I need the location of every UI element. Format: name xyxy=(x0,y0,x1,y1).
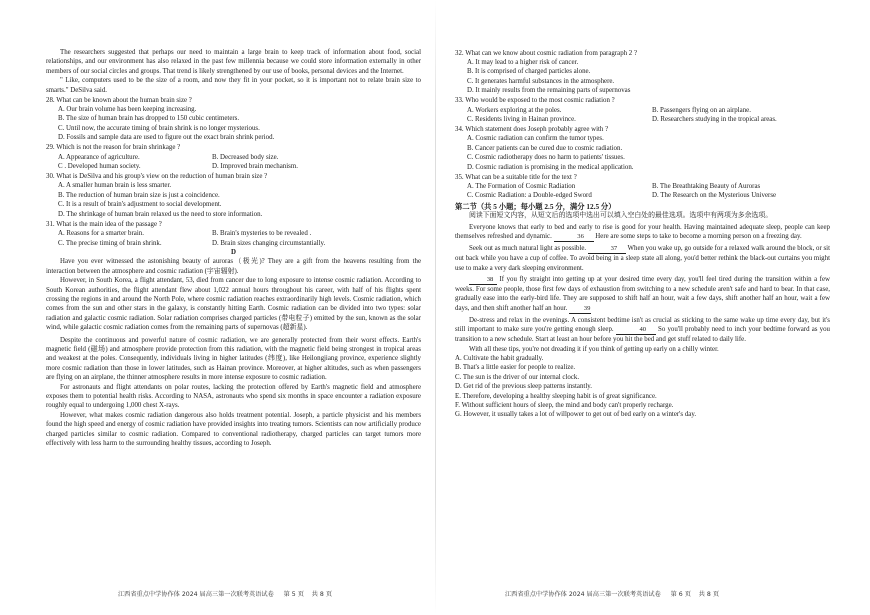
cloze-text: If you fly straight into getting up at your desired time every day, you'll feel tired during the transition within a few weeks. For some people, those first few days of exhaustion from switching to a new schedule aren't safe and hard to bear. In that case, gradually ease into the early-bird life. They are supposed to shift half an hour, wait a few days, shift another half an hour, wait a few days, and then shift another half an hour. xyxy=(455,275,830,312)
question-33-option-b: B. Passengers flying on an airplane. xyxy=(652,106,751,114)
question-30-option-a: A. A smaller human brain is less smarter. xyxy=(58,182,172,190)
cloze-option-d: D. Get rid of the previous sleep patterns instantly. xyxy=(455,383,592,391)
cloze-option-g: G. However, it usually takes a lot of willpower to get out of bed early on a winter's day. xyxy=(455,411,697,419)
question-30-option-b: B. The reduction of human brain size is just a coincidence. xyxy=(58,191,220,199)
question-29-option-c: C . Developed human society. xyxy=(58,163,141,171)
question-32-option-a: A. It may lead to a higher risk of cancer. xyxy=(467,59,579,66)
question-29-option-d: D. Improved brain mechanism. xyxy=(212,163,298,171)
section-instruction: 阅读下面短文内容，从短文后的选项中选出可以填入空白处的最佳选项。选项中有两项为多余选项。 xyxy=(469,212,773,220)
question-31-options-row-1 xyxy=(46,229,421,238)
question-29-options-row-1 xyxy=(46,153,421,162)
question-31-stem: 31. What is the main idea of the passage ? xyxy=(46,220,162,228)
question-30-option-c: C. It is a result of brain's adjustment to social development. xyxy=(58,201,222,209)
question-33-option-c: C. Residents living in Hainan province. xyxy=(467,116,576,124)
passage-c-paragraph: The researchers suggested that perhaps our need to maintain a large brain to keep track of information about food, social relationships, and our environment has also relaxed in the past few millennia because we could store information externally in other members of our social circles and groups. That trend is likely strengthened by our use of books, personal devices and the Internet. xyxy=(46,49,421,75)
footer-page-number: 第 6 页 xyxy=(670,591,691,598)
question-28-option-d: D. Fossils and sample data are used to figure out the exact brain shrink period. xyxy=(58,134,275,142)
blank-36[interactable]: 36 xyxy=(554,233,594,242)
question-28-option-a: A. Our brain volume has been keeping increasing. xyxy=(58,106,197,114)
blank-37[interactable]: 37 xyxy=(588,245,626,254)
question-32-option-c: C. It generates harmful substances in the atmosphere. xyxy=(467,77,615,85)
question-34-stem: 34. Which statement does Joseph probably agree with ? xyxy=(455,126,609,134)
question-35-option-c: C. Cosmic Radiation: a Double-edged Sword xyxy=(467,192,592,200)
question-33-option-d: D. Researchers studying in the tropical areas. xyxy=(652,116,777,124)
question-28-stem: 28. What can be known about the human brain size ? xyxy=(46,96,192,104)
cloze-text: De-stress and relax in the evenings. A consistent bedtime isn't as crucial as sticking to the same wake up time every day, but it's still important to make sure you're getting enough sleep. xyxy=(455,316,830,334)
question-33-options-row-2 xyxy=(455,115,830,124)
cloze-option-b: B. That's a little easier for people to realize. xyxy=(455,364,576,372)
question-31-options-row-2 xyxy=(46,239,421,248)
question-35-stem: 35. What can be a suitable title for the text ? xyxy=(455,173,577,181)
question-34-option-c: C. Cosmic radiotherapy does no harm to patients' tissues. xyxy=(467,154,625,162)
question-29-option-a: A. Appearance of agriculture. xyxy=(58,153,140,161)
passage-d-paragraph-2: However, in South Korea, a flight attendant, 53, died from cancer due to long exposure to intense cosmic radiation. According to South Korean authorities, the flight attendant flew about 1,022 annual hours throughout his career, with half of his flights spent crossing the regions in and around the North Pole, where cosmic radiation reaches extraordinarily high levels. Cosmic radiation, which comes from the sun and other stars in the galaxy, is constantly hitting Earth. Cosmic radiation can be divided into two types: solar radiation and galactic cosmic radiation. Solar radiation comprises charged particles (带电粒子) emitted by the sun, known as the solar wind, while galactic cosmic radiation comes from the remaining parts of supernovas (超新星). xyxy=(46,277,421,332)
passage-d-paragraph-5: However, what makes cosmic radiation dangerous also holds treatment potential. Joseph, a particle physicist and his members found the high speed and energy of cosmic radiation have provided insights into treating tumors. Scientists can now artificially produce charged particles similar to cosmic radiation. Compared to conventional radiotherapy, charged particles can target tumors more effectively with less harm to the surrounding healthy tissues, according to Joseph. xyxy=(46,411,421,448)
question-35-option-b: B. The Breathtaking Beauty of Auroras xyxy=(652,183,761,191)
question-29-stem: 29. Which is not the reason for brain shrinkage ? xyxy=(46,144,181,152)
footer-page-number: 第 5 页 xyxy=(283,591,304,598)
cloze-paragraph-4 xyxy=(455,316,830,345)
question-29-option-b: B. Decreased body size. xyxy=(212,153,279,161)
cloze-text: Everyone knows that early to bed and early to rise is good for your health. Having maintained adequate sleep, people can keep themselves refreshed and dynamic. xyxy=(455,223,830,241)
passage-d-paragraph-4: For astronauts and flight attendants on polar routes, lacking the protection offered by Earth's magnetic field and atmosphere exposes them to potential health risks. According to NASA, astronauts who spend six months in space encounter a radiation exposure roughly equal to undergoing 1,000 chest X-rays. xyxy=(46,383,421,410)
question-33-option-a: A. Workers exploring at the poles. xyxy=(467,106,562,114)
left-page-footer xyxy=(118,589,332,598)
question-28-option-c: C. Until now, the accurate timing of brain shrink is no longer mysterious. xyxy=(58,124,260,132)
question-33-options-row-1 xyxy=(455,106,830,115)
question-32-option-d: D. It mainly results from the remaining parts of supernovas xyxy=(467,87,631,95)
cloze-paragraph-2 xyxy=(455,244,830,273)
footer-school: 江西省重点中学协作体 2024 届高三第一次联考英语试卷 xyxy=(505,591,661,598)
blank-39[interactable]: 39 xyxy=(569,305,591,314)
question-33-stem: 33. Who would be exposed to the most cosmic radiation ? xyxy=(455,97,615,105)
blank-38[interactable]: 38 xyxy=(469,276,497,285)
question-35-option-a: A. The Formation of Cosmic Radiation xyxy=(467,183,576,191)
right-page xyxy=(455,48,830,420)
question-30-option-d: D. The shrinkage of human brain relaxed us the need to store information. xyxy=(58,210,263,218)
footer-school: 江西省重点中学协作体 2024 届高三第一次联考英语试卷 xyxy=(118,591,274,598)
question-32-stem: 32. What can we know about cosmic radiation from paragraph 2 ? xyxy=(455,49,638,57)
question-34-option-b: B. Cancer patients can be cured due to cosmic radiation. xyxy=(467,144,623,152)
question-28-option-b: B. The size of human brain has dropped to 150 cubic centimeters. xyxy=(58,115,240,123)
question-31-option-d: D. Brain sizes changing circumstantially. xyxy=(212,239,326,247)
passage-d-label: D xyxy=(231,248,236,256)
cloze-option-e: E. Therefore, developing a healthy sleeping habit is of great significance. xyxy=(455,392,657,400)
page-fold xyxy=(435,0,436,615)
passage-d-paragraph-1: Have you ever witnessed the astonishing beauty of auroras（极光)? They are a gift from the heavens resulting from the interaction between the atmosphere and cosmic radiation (宇宙辐射). xyxy=(46,258,421,275)
cloze-text: When you wake up, go outside for a relaxed walk around the block, or sit out back while you have a cup of coffee. To avoid being in a sleep state all along, you'd better rethink the black-out curtains you might use to make a very dark sleeping environment. xyxy=(455,245,830,272)
question-35-option-d: D. The Research on the Mysterious Universe xyxy=(652,192,777,200)
cloze-option-a: A. Cultivate the habit gradually. xyxy=(455,354,544,362)
cloze-text: Here are some steps to take to become a morning person on a freezing day. xyxy=(595,233,802,241)
cloze-text: Seek out as much natural light as possible. xyxy=(469,245,587,253)
question-30-stem: 30. What is DeSilva and his group's view on the reduction of human brain size ? xyxy=(46,173,268,181)
question-31-option-b: B. Brain's mysteries to be revealed . xyxy=(212,230,312,238)
question-34-option-d: D. Cosmic radiation is promising in the medical application. xyxy=(467,163,634,171)
section-title: 第二节（共 5 小题；每小题 2.5 分，满分 12.5 分） xyxy=(455,201,616,211)
blank-40[interactable]: 40 xyxy=(616,326,656,335)
passage-c-paragraph: " Like, computers used to be the size of a room, and now they fit in your pocket, so it is important not to relate brain size to smarts." DeSilva said. xyxy=(46,77,421,94)
question-32-option-b: B. It is comprised of charged particles alone. xyxy=(467,68,591,76)
question-34-option-a: A. Cosmic radiation can confirm the tumor types. xyxy=(467,135,604,143)
right-page-footer xyxy=(505,589,719,598)
footer-total-pages: 共 8 页 xyxy=(698,591,720,598)
cloze-text: So you'll probably need to inch your bedtime forward as you transition to a new schedule. Start at least an hour before you hit the bed and get stuff related to daily life. xyxy=(455,326,830,344)
cloze-paragraph-3 xyxy=(455,275,830,314)
footer-total-pages: 共 8 页 xyxy=(311,591,333,598)
cloze-paragraph-1 xyxy=(455,223,830,242)
question-35-options-row-2 xyxy=(455,191,830,200)
left-page xyxy=(46,48,421,448)
cloze-paragraph-5: With all these tips, you're not dreading it if you think of getting up early on a chilly winter. xyxy=(469,345,719,353)
question-31-option-c: C. The precise timing of brain shrink. xyxy=(58,239,162,247)
cloze-option-c: C. The sun is the driver of our internal clock. xyxy=(455,373,580,381)
cloze-option-f: F. Without sufficient hours of sleep, the mind and body can't properly recharge. xyxy=(455,401,674,409)
passage-d-paragraph-3: Despite the continuous and powerful nature of cosmic radiation, we are generally protected from their worst effects. Earth's magnetic field (磁场) and atmosphere provide protection from this radiation, with the magnetic field being strongest in tropical areas and weakest at the poles. Consequently, individuals living in higher latitudes (纬度), like Heilongjiang province, experience slightly more cosmic radiation than those in lower latitudes, such as Hainan province. Moreover, at higher altitudes, such as when passengers are flying on an airplane, the thinner atmosphere results in more intense exposure to cosmic radiation. xyxy=(46,336,421,382)
question-31-option-a: A. Reasons for a smarter brain. xyxy=(58,230,144,238)
question-35-options-row-1 xyxy=(455,182,830,191)
question-29-options-row-2 xyxy=(46,162,421,171)
